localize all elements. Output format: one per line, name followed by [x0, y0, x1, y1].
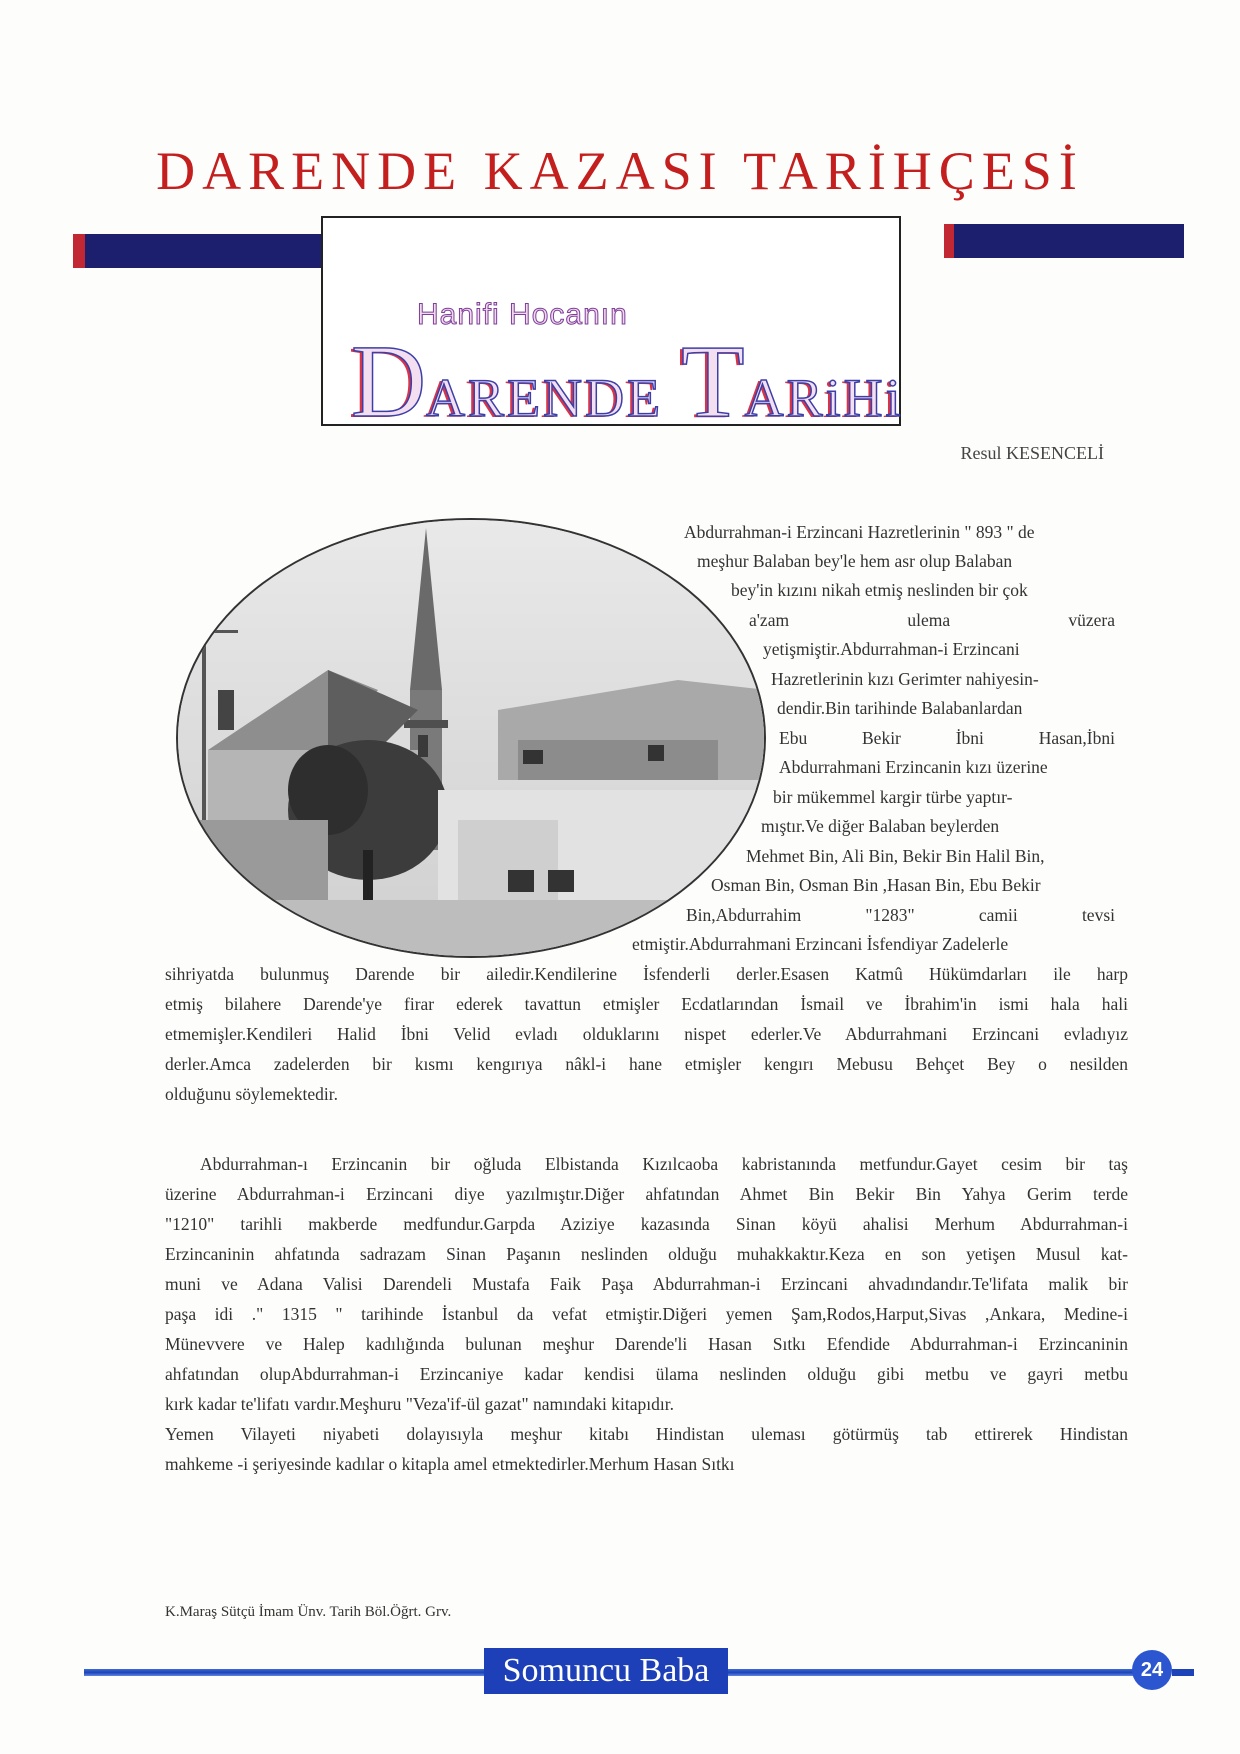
- text-line: Münevvere ve Halep kadılığında bulunan meşhur Darende'li Hasan Sıtkı Efendide Abdurrahman-i Erzincaninin: [165, 1334, 1128, 1354]
- text-line: dendir.Bin tarihinde Balabanlardan: [777, 698, 1023, 718]
- footer-rule-left: [84, 1669, 484, 1676]
- text-line: üzerine Abdurrahman-i Erzincani diye yazılmıştır.Diğer ahfatından Ahmet Bin Bekir Bin Yahya Gerim terde: [165, 1184, 1128, 1204]
- footer-rule-tail: [1172, 1669, 1194, 1676]
- text-line: Ebu Bekir İbni Hasan,İbni: [779, 728, 1115, 748]
- text-line: olduğunu söylemektedir.: [165, 1084, 339, 1104]
- header-band-right: [944, 224, 1184, 258]
- text-line: Abdurrahmani Erzincanin kızı üzerine: [779, 757, 1048, 777]
- column-logo: [321, 216, 904, 439]
- text-line: paşa idi ." 1315 " tarihinde İstanbul da vefat etmiştir.Diğeri yemen Şam,Rodos,Harput,Sivas ,Ankara, Medine-i: [165, 1304, 1128, 1324]
- text-line: bir mükemmel kargir türbe yaptır-: [773, 787, 1013, 807]
- header-band-left: [73, 234, 323, 268]
- text-line: yetişmiştir.Abdurrahman-i Erzincani: [763, 639, 1020, 659]
- page-title: DARENDE KAZASI TARİHÇESİ: [156, 141, 1084, 201]
- page-number: 24: [1132, 1650, 1172, 1690]
- text-line: etmiş bilahere Darende'ye firar ederek tavattun etmişler Ecdatlarından İsmail ve İbrahim'in ismi hala hali: [165, 994, 1128, 1014]
- author-name: Resul KESENCELİ: [960, 443, 1104, 463]
- text-line: a'zam ulema vüzera: [749, 610, 1115, 630]
- text-line: meşhur Balaban bey'le hem asr olup Balaban: [697, 551, 1013, 571]
- text-line: bey'in kızını nikah etmiş neslinden bir çok: [731, 580, 1028, 600]
- footer-rule-right: [728, 1669, 1140, 1676]
- text-line: muni ve Adana Valisi Darendeli Mustafa Faik Paşa Abdurrahman-i Erzincani ahvadındandır.Te'lifata malik bir: [165, 1274, 1128, 1294]
- text-line: derler.Amca zadelerden bir kısmı kengırıya nâkl-i hane etmişler kengırı Mebusu Behçet Bey o nesilden: [165, 1054, 1128, 1074]
- text-line: Bin,Abdurrahim "1283" camii tevsi: [686, 905, 1115, 925]
- minaret-photo-icon: [178, 520, 766, 958]
- magazine-name: Somuncu Baba: [484, 1648, 728, 1694]
- text-line: Mehmet Bin, Ali Bin, Bekir Bin Halil Bin,: [746, 846, 1045, 866]
- text-line: Abdurrahman-ı Erzincanin bir oğluda Elbistanda Kızılcaoba kabristanında metfundur.Gayet cesim bir taş: [200, 1154, 1128, 1174]
- logo-subtitle: Hanifi Hocanın: [417, 298, 628, 331]
- text-line: etmemişler.Kendileri Halid İbni Velid evladı olduklarını nispet ederler.Ve Abdurrahmani Erzincani evladıyız: [165, 1024, 1128, 1044]
- text-line: kırk kadar te'lifatı vardır.Meşhuru "Veza'if-ül gazat" namındaki kitapıdır.: [165, 1394, 674, 1414]
- text-line: Osman Bin, Osman Bin ,Hasan Bin, Ebu Bekir: [711, 875, 1041, 895]
- text-line: mıştır.Ve diğer Balaban beylerden: [761, 816, 1000, 836]
- text-line: sihriyatda bulunmuş Darende bir ailedir.Kendilerine İsfenderli derler.Esasen Katmû Hükümdarları ile harp: [165, 964, 1128, 984]
- logo-title: DARENDE TARiHi: [351, 324, 904, 439]
- author-footnote: K.Maraş Sütçü İmam Ünv. Tarih Böl.Öğrt. Grv.: [165, 1604, 452, 1620]
- text-line: ahfatından olupAbdurrahman-i Erzincaniye kadar kendisi ülama neslinden olduğu gibi metbu ve gayri metbu: [165, 1364, 1128, 1384]
- text-line: etmiştir.Abdurrahmani Erzincani İsfendiyar Zadelerle: [632, 934, 1009, 954]
- minaret-photo: [176, 518, 766, 958]
- text-line: Yemen Vilayeti niyabeti dolayısıyla meşhur kitabı Hindistan uleması götürmüş tab ettirerek Hindistan: [165, 1424, 1128, 1444]
- text-line: Hazretlerinin kızı Gerimter nahiyesin-: [771, 669, 1039, 689]
- text-line: "1210" tarihli makberde medfundur.Garpda Aziziye kazasında Sinan köyü ahalisi Merhum Abdurrahman-i: [165, 1214, 1128, 1234]
- text-line: Abdurrahman-i Erzincani Hazretlerinin " 893 " de: [684, 522, 1035, 542]
- text-line: Erzincaninin ahfatında sadrazam Sinan Paşanın neslinden olduğu muhakkaktır.Keza en son yetişen Musul kat-: [165, 1244, 1128, 1264]
- text-line: mahkeme -i şeriyesinde kadılar o kitapla amel etmektedirler.Merhum Hasan Sıtkı: [165, 1454, 735, 1474]
